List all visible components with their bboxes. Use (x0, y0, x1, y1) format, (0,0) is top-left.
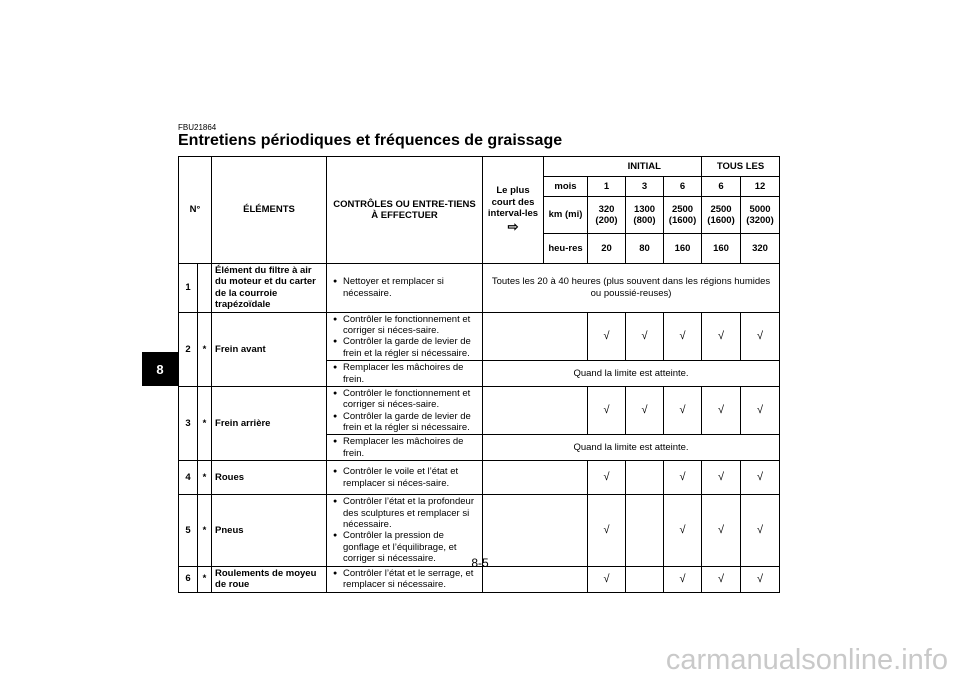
table-row (179, 312, 780, 361)
action-list (333, 496, 479, 564)
row-shortest-interval (483, 386, 588, 435)
row-element: Pneus (212, 495, 327, 566)
row-interval-text: Quand la limite est atteinte. (483, 435, 780, 461)
action-item: ● Contrôler le voile et l’état et remplacer si néces-saire. (343, 466, 479, 489)
action-item: ● Contrôler le fonctionnement et corriger si néces-saire. (343, 314, 479, 337)
check-cell (626, 386, 664, 435)
header-hours-value: 80 (626, 234, 664, 264)
check-cell (741, 312, 780, 361)
row-actions (327, 435, 483, 461)
action-list (333, 568, 479, 591)
check-mark-icon: √ (756, 471, 764, 484)
check-cell (702, 312, 741, 361)
action-item: ● Contrôler l’état et le serrage, et remplacer si nécessaire. (343, 568, 479, 591)
header-km-value: 1300 (800) (626, 197, 664, 234)
check-mark-icon: √ (603, 329, 610, 342)
row-star: * (198, 461, 212, 495)
table-row (179, 461, 780, 495)
row-star: * (198, 566, 212, 592)
row-star: * (198, 386, 212, 460)
check-cell (741, 386, 780, 435)
row-element: Roulements de moyeu de roue (212, 566, 327, 592)
action-list (333, 276, 479, 299)
check-mark-icon: √ (603, 523, 610, 536)
check-mark-icon: √ (717, 329, 725, 342)
action-item: ● Contrôler la garde de levier de frein et la régler si nécessaire. (343, 411, 479, 434)
header-hours-label: heu-res (544, 234, 588, 264)
check-mark-icon: √ (756, 523, 764, 536)
header-elements: ÉLÉMENTS (212, 157, 327, 264)
row-element: Frein avant (212, 312, 327, 386)
row-actions (327, 386, 483, 435)
header-hours-value: 160 (702, 234, 741, 264)
check-mark-icon: √ (717, 523, 725, 536)
row-shortest-interval (483, 312, 588, 361)
check-mark-icon: √ (641, 404, 648, 417)
row-actions (327, 264, 483, 313)
check-cell (626, 312, 664, 361)
check-cell (664, 461, 702, 495)
check-cell (588, 312, 626, 361)
check-mark-icon: √ (603, 572, 610, 585)
check-mark-icon: √ (679, 572, 686, 585)
header-initial: INITIAL (588, 157, 702, 177)
header-hours-value: 20 (588, 234, 626, 264)
arrow-right-icon: ⇨ (507, 219, 519, 235)
action-item: ● Contrôler l’état et la profondeur des sculptures et remplacer si nécessaire. (343, 496, 479, 530)
check-mark-icon: √ (679, 404, 686, 417)
header-hours-value: 160 (664, 234, 702, 264)
row-element: Frein arrière (212, 386, 327, 460)
check-cell (588, 386, 626, 435)
check-cell (664, 312, 702, 361)
row-actions (327, 361, 483, 387)
action-item: ● Contrôler la pression de gonflage et l’équilibrage, et corriger si nécessaire. (343, 530, 479, 564)
action-list (333, 388, 479, 434)
header-hours-value: 320 (741, 234, 780, 264)
header-km-value: 2500 (1600) (702, 197, 741, 234)
chapter-tab: 8 (142, 352, 178, 386)
row-interval-text: Quand la limite est atteinte. (483, 361, 780, 387)
table-row (179, 386, 780, 435)
check-mark-icon: √ (679, 329, 686, 342)
action-item: ● Contrôler la garde de levier de frein et la régler si nécessaire. (343, 336, 479, 359)
action-list (333, 466, 479, 489)
check-mark-icon: √ (756, 329, 764, 342)
table-row (179, 264, 780, 313)
header-controls: CONTRÔLES OU ENTRE-TIENS À EFFECTUER (327, 157, 483, 264)
action-list (333, 362, 479, 385)
check-cell (741, 461, 780, 495)
header-shortest-interval (483, 157, 544, 264)
header-shortest-text: Le plus court des interval-les (487, 185, 539, 219)
check-mark-icon: √ (679, 471, 686, 484)
header-km-value: 2500 (1600) (664, 197, 702, 234)
header-no: N° (179, 157, 212, 264)
row-actions (327, 312, 483, 361)
header-km-label: km (mi) (544, 197, 588, 234)
row-interval-text: Toutes les 20 à 40 heures (plus souvent dans les régions humides ou poussié-reuses) (483, 264, 780, 313)
action-item: ● Nettoyer et remplacer si nécessaire. (343, 276, 479, 299)
check-mark-icon: √ (679, 523, 686, 536)
document-code: FBU21864 (178, 123, 217, 132)
header-spacer (544, 157, 588, 177)
row-element: Élément du filtre à air du moteur et du carter de la courroie trapézoïdale (212, 264, 327, 313)
check-mark-icon: √ (717, 572, 725, 585)
action-item: ● Remplacer les mâchoires de frein. (343, 362, 479, 385)
action-list (333, 436, 479, 459)
page-title: Entretiens périodiques et fréquences de graissage (178, 132, 563, 149)
header-every: TOUS LES (702, 157, 780, 177)
check-cell (626, 461, 664, 495)
header-month-value: 6 (702, 177, 741, 197)
action-list (333, 314, 479, 360)
check-mark-icon: √ (717, 404, 725, 417)
check-mark-icon: √ (717, 471, 725, 484)
row-number: 2 (179, 312, 198, 386)
row-number: 6 (179, 566, 198, 592)
check-mark-icon: √ (603, 404, 610, 417)
check-mark-icon: √ (756, 572, 764, 585)
check-mark-icon: √ (756, 404, 764, 417)
row-star: * (198, 495, 212, 566)
check-mark-icon: √ (641, 329, 648, 342)
row-number: 5 (179, 495, 198, 566)
header-months-label: mois (544, 177, 588, 197)
row-star (198, 264, 212, 313)
row-star: * (198, 312, 212, 386)
row-number: 3 (179, 386, 198, 460)
row-number: 4 (179, 461, 198, 495)
row-number: 1 (179, 264, 198, 313)
maintenance-table (178, 156, 780, 593)
check-mark-icon: √ (603, 471, 610, 484)
check-cell (702, 386, 741, 435)
watermark: carmanualsonline.info (665, 644, 948, 676)
action-item: ● Contrôler le fonctionnement et corriger si néces-saire. (343, 388, 479, 411)
row-element: Roues (212, 461, 327, 495)
row-shortest-interval (483, 461, 588, 495)
page-number: 8-5 (471, 556, 489, 570)
check-cell (588, 461, 626, 495)
header-month-value: 1 (588, 177, 626, 197)
header-km-value: 320 (200) (588, 197, 626, 234)
action-item: ● Remplacer les mâchoires de frein. (343, 436, 479, 459)
check-cell (702, 461, 741, 495)
header-km-value: 5000 (3200) (741, 197, 780, 234)
header-month-value: 3 (626, 177, 664, 197)
header-month-value: 6 (664, 177, 702, 197)
row-actions (327, 461, 483, 495)
header-month-value: 12 (741, 177, 780, 197)
check-cell (664, 386, 702, 435)
